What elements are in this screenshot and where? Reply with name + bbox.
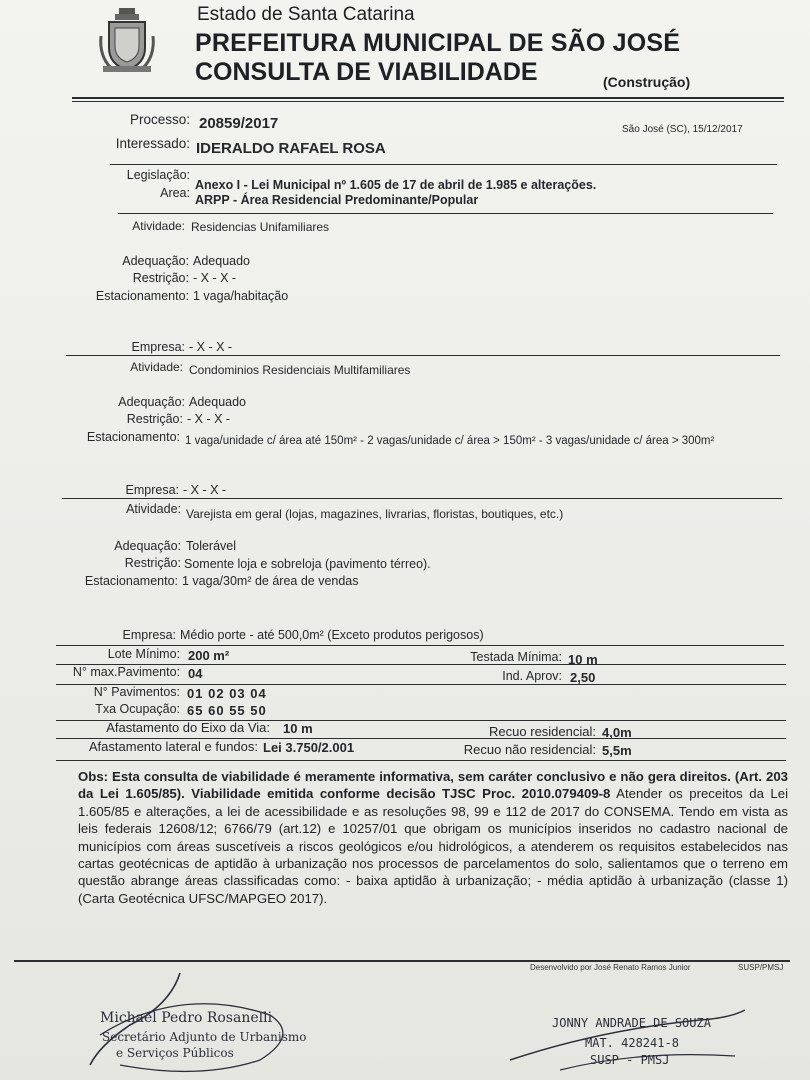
developer-credit: Desenvolvido por José Renato Ramos Junior [530, 963, 691, 972]
header-divider-thin [72, 101, 784, 102]
consulta-subtitle: (Construção) [603, 74, 691, 90]
afastamento-eixo-label: Afastamento do Eixo da Via: [106, 720, 270, 735]
adequacao-label: Adequação: [114, 539, 181, 553]
lote-label: Lote Mínimo: [107, 647, 180, 661]
restricao-label: Restrição: [126, 412, 183, 426]
prefeitura-title: PREFEITURA MUNICIPAL DE SÃO JOSÉ [195, 29, 681, 57]
afastamento-lateral-value: Lei 3.750/2.001 [263, 740, 355, 755]
interessado-value: IDERALDO RAFAEL ROSA [196, 140, 386, 157]
stamp-registration: MAT. 428241-8 [585, 1036, 679, 1050]
txa-value: 50 [250, 703, 267, 718]
legislacao-value: Anexo I - Lei Municipal nº 1.605 de 17 de abril de 1.985 e alterações. [195, 178, 597, 192]
pavimentos-label: N° Pavimentos: [93, 685, 180, 699]
atividade-value: Varejista em geral (lojas, magazines, livrarias, floristas, boutiques, etc.) [186, 507, 564, 521]
estacionamento-label: Estacionamento: [84, 574, 178, 588]
document-date: São José (SC), 15/12/2017 [622, 124, 743, 135]
consulta-title: CONSULTA DE VIABILIDADE [195, 58, 538, 86]
restricao-label: Restrição: [124, 556, 181, 570]
recuo-residencial-label: Recuo residencial: [489, 724, 596, 739]
department-code: SUSP/PMSJ [738, 963, 784, 972]
max-pavimento-value: 04 [188, 666, 203, 681]
lote-value: 200 m² [188, 648, 230, 663]
pavimento-value: 01 [187, 686, 204, 701]
stamp-name: JONNY ANDRADE DE SOUZA [552, 1016, 711, 1030]
txa-value: 55 [229, 703, 246, 718]
restricao-label: Restrição: [132, 271, 189, 285]
empresa-label: Empresa: [131, 340, 185, 354]
recuo-residencial-value: 4,0m [602, 725, 632, 740]
state-name: Estado de Santa Catarina [197, 4, 415, 25]
atividade-label: Atividade: [130, 360, 183, 374]
adequacao-label: Adequação: [122, 254, 189, 268]
obs-text: Atender os preceitos da Lei 1.605/85 e alterações, a lei de acessibilidade e as resoluções 98, 99 e 112 de 2017 do CONSEMA. Tendo em vista as leis federais 12608/12; 6766/79 (art.12) e 10257/01 que obrigam os municípios inseridos no cadastro nacional de municípios com áreas suscetíveis a riscos geológicos e/ou hidrológicos, a atenderem os requisitos estabelecidos nas cartas geotécnicas de aptidão à urbanização nos processos de parcelamentos do solo, salientamos que o terreno em questão abrange áreas classificadas como: - baixa aptidão à urbanização; - média aptidão à urbanização (classe 1)(Carta Geotécnica UFSC/MAPGEO 2017). [78, 786, 788, 906]
empresa-value: - X - X - [189, 340, 233, 354]
stamp-department: SUSP - PMSJ [590, 1053, 670, 1067]
atividade-label: Atividade: [126, 502, 181, 516]
divider [56, 760, 786, 761]
testada-label: Testada Mínima: [470, 650, 562, 664]
max-pavimento-label: N° max.Pavimento: [72, 665, 180, 679]
obs-label: Obs: [78, 769, 109, 784]
atividade-label: Atividade: [132, 219, 185, 233]
afastamento-eixo-value: 10 m [283, 721, 313, 736]
recuo-nao-residencial-value: 5,5m [602, 743, 632, 758]
txa-value: 60 [208, 703, 225, 718]
processo-label: Processo: [129, 112, 190, 127]
txa-value: 65 [187, 703, 204, 718]
afastamento-lateral-label: Afastamento lateral e fundos: [88, 739, 258, 754]
divider [110, 164, 777, 165]
observations [78, 768, 788, 907]
txa-ocupacao-values [187, 703, 297, 718]
recuo-nao-residencial-label: Recuo não residencial: [463, 742, 596, 757]
interessado-label: Interessado: [115, 136, 190, 151]
empresa-value: Médio porte - até 500,0m² (Exceto produtos perigosos) [180, 628, 484, 642]
ind-aprov-label: Ind. Aprov: [502, 669, 562, 683]
divider [62, 498, 782, 499]
pavimentos-values [187, 686, 297, 701]
empresa-value: - X - X - [183, 483, 227, 497]
estacionamento-value: 1 vaga/unidade c/ área até 150m² - 2 vagas/unidade c/ área > 150m² - 3 vagas/unidade c/ área > 300m² [185, 435, 715, 447]
pavimento-value: 02 [208, 686, 225, 701]
empresa-label: Empresa: [125, 483, 179, 497]
footer-divider [14, 960, 790, 962]
estacionamento-value: 1 vaga/30m² de área de vendas [182, 574, 359, 588]
atividade-value: Residencias Unifamiliares [191, 220, 330, 234]
signature-name: Michael Pedro Rosanelli [100, 1010, 273, 1026]
restricao-value: Somente loja e sobreloja (pavimento térreo). [184, 557, 431, 571]
adequacao-value: Adequado [189, 395, 247, 409]
estacionamento-label: Estacionamento: [95, 289, 189, 303]
pavimento-value: 03 [229, 686, 246, 701]
coat-of-arms-icon [97, 6, 157, 76]
restricao-value: - X - X - [193, 271, 237, 285]
adequacao-label: Adequação: [118, 395, 185, 409]
signature-title: Secretário Adjunto de Urbanismo [102, 1030, 307, 1044]
signature-title-2: e Serviços Públicos [116, 1046, 234, 1060]
legislacao-label: Legislação: [126, 168, 190, 182]
estacionamento-label: Estacionamento: [86, 430, 180, 444]
processo-value: 20859/2017 [199, 115, 279, 132]
adequacao-value: Adequado [193, 254, 251, 268]
empresa-label: Empresa: [122, 628, 176, 642]
divider [56, 645, 784, 646]
testada-value: 10 m [568, 652, 598, 667]
pavimento-value: 04 [250, 686, 267, 701]
divider [66, 355, 780, 356]
divider [118, 213, 773, 214]
atividade-value: Condominios Residenciais Multifamiliares [189, 363, 411, 377]
txa-ocupacao-label: Txa Ocupação: [95, 702, 180, 716]
area-value: ARPP - Área Residencial Predominante/Popular [195, 193, 479, 207]
estacionamento-value: 1 vaga/habitação [193, 289, 289, 303]
restricao-value: - X - X - [187, 412, 231, 426]
ind-aprov-value: 2,50 [570, 670, 596, 685]
area-label: Area: [160, 186, 190, 200]
obs-disclaimer: Esta consulta de viabilidade é meramente informativa, sem caráter conclusivo e não gera direitos. (Art. 203 da Lei 1.605/85). Viabilidade emitida conforme decisão TJSC Proc. 2010.079409-8 [78, 769, 788, 802]
header-divider [72, 97, 784, 99]
adequacao-value: Tolerável [186, 539, 237, 553]
